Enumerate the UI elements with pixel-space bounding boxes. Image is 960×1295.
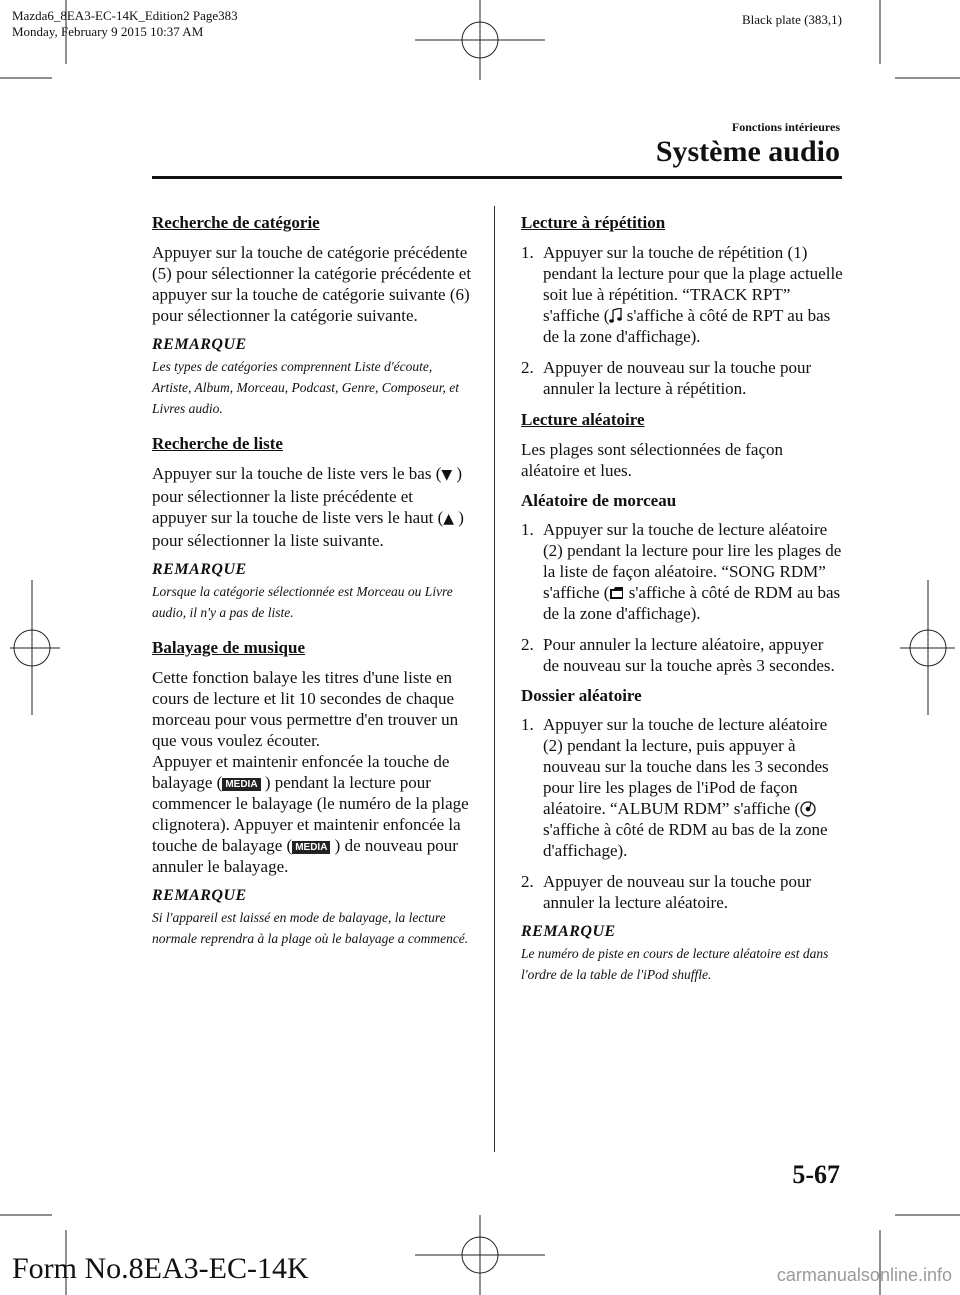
down-arrow-icon: ▼ [441,467,453,483]
file-info-line2: Monday, February 9 2015 10:37 AM [12,24,204,39]
disc-icon [800,801,816,817]
list-item: 1. Appuyer sur la touche de lecture aléatoire (2) pendant la lecture, puis appuyer à nouveau sur la touche dans les 3 secondes pour lire les plages de l'iPod de façon aléatoire. “ALBUM RDM” s'affiche ( s'affiche à côté de RDM au bas de la zone d'affichage). [521,715,829,860]
subheading-song-random: Aléatoire de morceau [521,491,677,510]
random-play-text: Les plages sont sélectionnées de façon aléatoire et lues. [521,440,783,480]
media-button-icon: MEDIA [222,778,260,791]
heading-random-play: Lecture aléatoire [521,410,645,429]
left-column [152,212,472,963]
list-item: 1. Appuyer sur la touche de répétition (1) pendant la lecture pour que la plage actuelle soit lue à répétition. “TRACK RPT” s'affiche ( s'affiche à côté de RPT au bas de la zone d'affichage). [521,243,843,346]
category-search-text: Appuyer sur la touche de catégorie précédente (5) pour sélectionner la catégorie précédente et appuyer sur la touche de catégorie suivante (6) pour sélectionner la catégorie suivante. [152,243,472,325]
column-divider [494,206,495,1152]
heading-repeat-play: Lecture à répétition [521,213,666,232]
heading-list-search: Recherche de liste [152,434,283,453]
list-item: 1. Appuyer sur la touche de lecture aléatoire (2) pendant la lecture pour lire les plages de la liste de façon aléatoire. “SONG RDM” s'affiche ( s'affiche à côté de RDM au bas de la zone d'affichage). [521,520,842,623]
note-text: Les types de catégories comprennent Liste d'écoute, Artiste, Album, Morceau, Podcast, Genre, Composeur, et Livres audio. [152,359,459,416]
music-scan-text: Cette fonction balaye les titres d'une liste en cours de lecture et lit 10 secondes de chaque morceau pour vous permettre d'en trouver un que vous voulez écouter. [152,668,459,750]
heading-category-search: Recherche de catégorie [152,213,320,232]
up-arrow-icon: ▲ [443,511,455,527]
note-title: REMARQUE [152,561,247,578]
section-title: Système audio [655,135,840,168]
header-rule [152,176,842,179]
folder-icon [609,586,624,600]
media-button-icon: MEDIA [292,841,330,854]
note-text: Le numéro de piste en cours de lecture aléatoire est dans l'ordre de la table de l'iPod shuffle. [521,946,829,982]
note-text: Lorsque la catégorie sélectionnée est Morceau ou Livre audio, il n'y a pas de liste. [152,584,453,620]
subheading-folder-random: Dossier aléatoire [521,686,642,705]
plate-label: Black plate (383,1) [742,12,842,27]
right-column [521,212,843,999]
list-search-text: Appuyer sur la touche de liste vers le bas (▼ ) pour sélectionner la liste précédente et appuyer sur la touche de liste vers le haut (▲ ) pour sélectionner la liste suivante. [152,464,464,550]
note-text: Si l'appareil est laissé en mode de balayage, la lecture normale reprendra à la plage où le balayage a commencé. [152,910,469,946]
music-note-icon [609,308,622,323]
note-title: REMARQUE [521,923,616,940]
list-item: 2. Appuyer de nouveau sur la touche pour annuler la lecture aléatoire. [521,872,812,912]
heading-music-scan: Balayage de musique [152,638,306,657]
list-item: 2. Appuyer de nouveau sur la touche pour annuler la lecture à répétition. [521,358,812,398]
note-title: REMARQUE [152,336,247,353]
file-info-line1: Mazda6_8EA3-EC-14K_Edition2 Page383 [12,8,238,23]
note-title: REMARQUE [152,887,247,904]
music-scan-instructions: Appuyer et maintenir enfoncée la touche de balayage ( MEDIA ) pendant la lecture pour commencer le balayage (le numéro de la plage clignotera). Appuyer et maintenir enfoncée la touche de balayage ( MEDIA ) de nouveau pour annuler le balayage. [152,752,469,876]
watermark: carmanualsonline.info [776,1265,952,1285]
list-item: 2. Pour annuler la lecture aléatoire, appuyer de nouveau sur la touche après 3 secondes. [521,635,835,675]
form-number: Form No.8EA3-EC-14K [12,1252,309,1285]
section-subtitle: Fonctions intérieures [731,120,840,134]
page-number: 5-67 [792,1160,840,1189]
